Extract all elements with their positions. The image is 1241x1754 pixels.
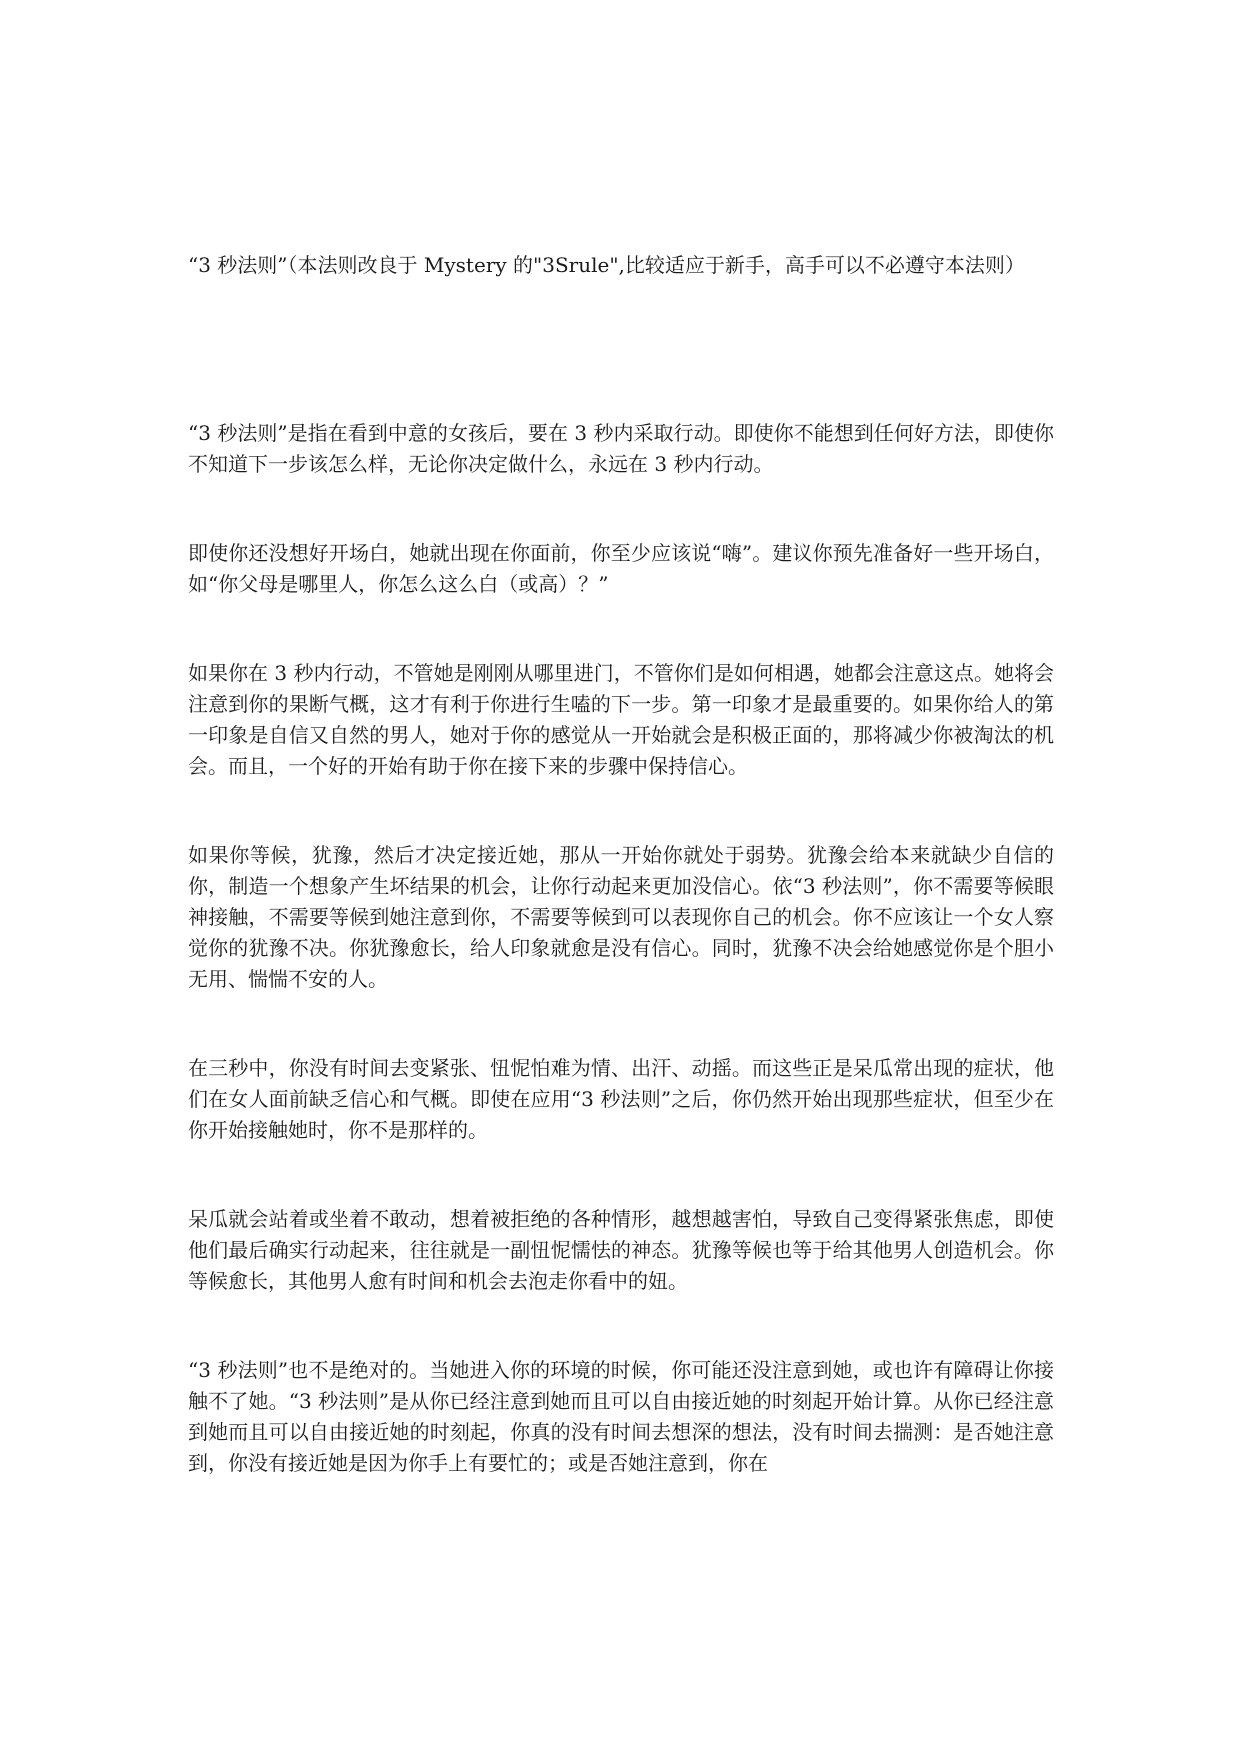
paragraph-3: 如果你在 3 秒内行动，不管她是刚刚从哪里进门，不管你们是如何相遇，她都会注意这点。她将会注意到你的果断气概，这才有利于你进行生嗑的下一步。第一印象才是最重要的。如果你给人的第一印象是自信又自然的男人，她对于你的感觉从一开始就会是积极正面的，那将减少你被淘汰的机会。而且，一个好的开始有助于你在接下来的步骤中保持信心。 — [188, 661, 1054, 778]
document-heading: “3 秒法则”（本法则改良于 Mystery 的"3Srule",比较适应于新手，高手可以不必遵守本法则） — [188, 253, 1025, 277]
paragraph-7: “3 秒法则”也不是绝对的。当她进入你的环境的时候，你可能还没注意到她，或也许有障碍让你接触不了她。“3 秒法则”是从你已经注意到她而且可以自由接近她的时刻起开始计算。从你已经注意到她而且可以自由接近她的时刻起，你真的没有时间去想深的想法，没有时间去揣测：是否她注意到，你没有接近她是因为你手上有要忙的；或是否她注意到，你在 — [188, 1358, 1054, 1475]
paragraph-4: 如果你等候，犹豫，然后才决定接近她，那从一开始你就处于弱势。犹豫会给本来就缺少自信的你，制造一个想象产生坏结果的机会，让你行动起来更加没信心。依“3 秒法则”，你不需要等候眼神接触，不需要等候到她注意到你，不需要等候到可以表现你自己的机会。你不应该让一个女人察觉你的犹豫不决。你犹豫愈长，给人印象就愈是没有信心。同时，犹豫不决会给她感觉你是个胆小无用、惴惴不安的人。 — [188, 843, 1054, 991]
paragraph-2: 即使你还没想好开场白，她就出现在你面前，你至少应该说“嗨”。建议你预先准备好一些开场白，如“你父母是哪里人，你怎么这么白（或高）？” — [188, 541, 1054, 596]
paragraph-6: 呆瓜就会站着或坐着不敢动，想着被拒绝的各种情形，越想越害怕，导致自己变得紧张焦虑，即使他们最后确实行动起来，往往就是一副忸怩懦怯的神态。犹豫等候也等于给其他男人创造机会。你等候愈长，其他男人愈有时间和机会去泡走你看中的妞。 — [188, 1207, 1054, 1293]
document-body — [188, 250, 1054, 1537]
paragraph-5: 在三秒中，你没有时间去变紧张、忸怩怕难为情、出汗、动摇。而这些正是呆瓜常出现的症状，他们在女人面前缺乏信心和气概。即使在应用“3 秒法则”之后，你仍然开始出现那些症状，但至少在你开始接触她时，你不是那样的。 — [188, 1056, 1054, 1142]
paragraph-1: “3 秒法则”是指在看到中意的女孩后，要在 3 秒内采取行动。即使你不能想到任何好方法，即使你不知道下一步该怎么样，无论你决定做什么，永远在 3 秒内行动。 — [188, 421, 1054, 476]
